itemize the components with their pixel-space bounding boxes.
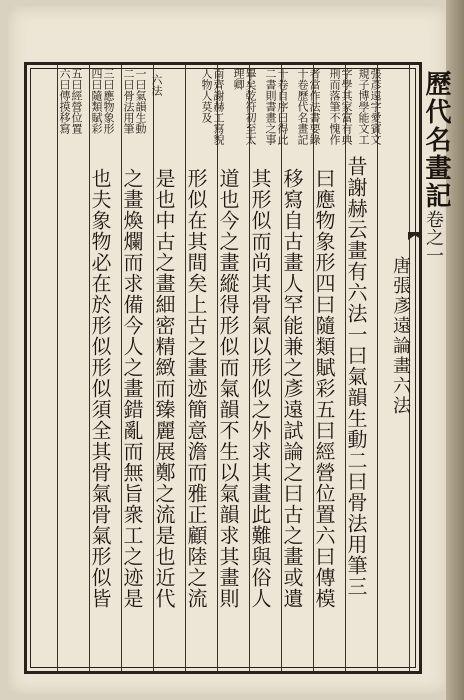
annotation-column: 規子博學能文工 <box>357 68 370 145</box>
main-text-column: 曰應物象形四曰隨類賦彩五曰經營位置六曰傳模 <box>312 168 336 609</box>
annotation-column: 十卷自序曰得此 <box>276 68 289 145</box>
six-methods-item: 二曰骨法用筆 <box>122 68 135 134</box>
annotation-column: 者當作法書要錄 <box>308 68 321 145</box>
main-text-column: 也夫象物必在於形似形似須全其骨氣骨氣形似皆 <box>88 168 112 609</box>
annotation-column: 人物人莫及 <box>200 68 213 123</box>
book-title: 歷代名畫記 <box>421 70 451 210</box>
main-text-column: 昔謝赫云畫有六法一曰氣韻生動二曰骨法用筆三 <box>344 156 368 597</box>
main-text-column: 移寫自古畫人罕能兼之彥遠試論之曰古之畫或遺 <box>280 168 304 609</box>
six-methods-heading: 六法 <box>150 74 163 96</box>
annotation-column: 畢矣乾符初至太 <box>244 68 257 145</box>
annotation-column: 二書則書畫之事 <box>264 68 277 145</box>
main-text-column: 道也今之畫縱得形似而氣韻不生以氣韻求其畫則 <box>216 168 240 609</box>
column-rule <box>377 65 378 671</box>
six-methods-item: 一曰氣韻生動 <box>134 68 147 134</box>
six-methods-item: 三曰應物象形 <box>102 68 115 134</box>
annotation-column: 南齊謝赫工寫貌 <box>212 68 225 145</box>
six-methods-item: 五曰經營位置 <box>70 68 83 134</box>
main-text-column: 其形似而尚其骨氣以形似之外求其畫此難與俗人 <box>248 168 272 609</box>
annotation-column: 理卿 <box>232 68 245 90</box>
annotation-column: 刑而落筆不愧作 <box>328 68 341 145</box>
main-text-column: 是也中古之畫細密精緻而臻麗展鄭之流是也近代 <box>152 168 176 609</box>
six-methods-item: 六曰傳摸移寫 <box>58 68 71 134</box>
six-methods-item: 四曰隨類賦彩 <box>90 68 103 134</box>
annotation-column: 張彥遠字愛賓文 <box>369 68 382 145</box>
main-text-column: 之畫煥爛而求備今人之畫錯亂而無旨衆工之迹是 <box>120 168 144 609</box>
annotation-column: 字學其家富有典 <box>340 68 353 145</box>
column-rule <box>57 65 58 671</box>
annotation-column: 十卷歷代名畫記 <box>296 68 309 145</box>
volume-label: 卷之一 <box>423 210 444 264</box>
author-line: 唐張彥遠論畫六法 <box>390 256 411 416</box>
main-text-column: 形似在其間矣上古之畫迹簡意澹而雅正顧陸之流 <box>184 168 208 609</box>
